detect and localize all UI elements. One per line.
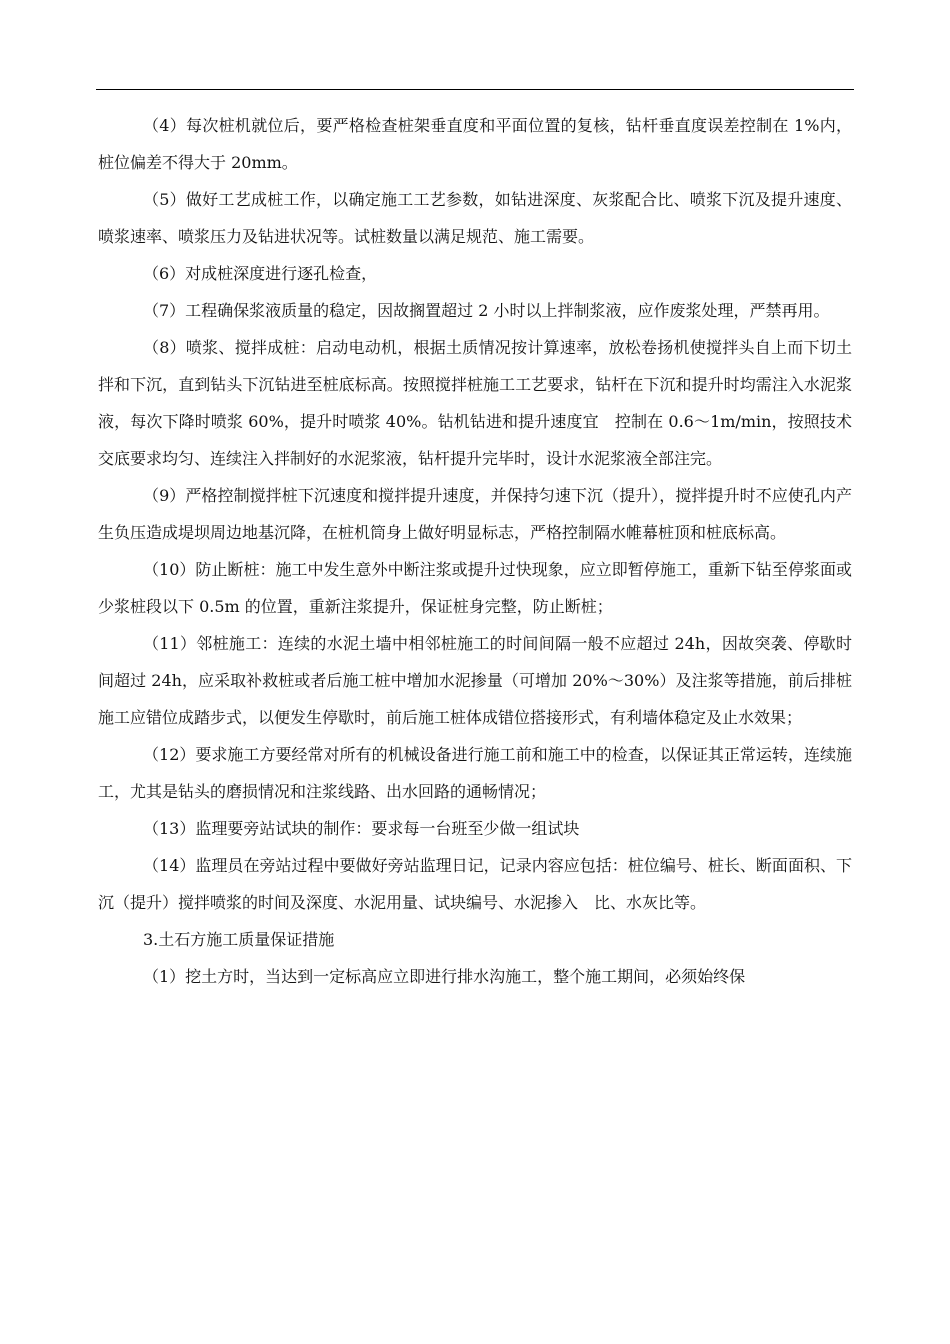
paragraph-item-6: （6）对成桩深度进行逐孔检查， (143, 264, 378, 283)
document-body (98, 107, 852, 995)
paragraph-item-10: （10）防止断桩：施工中发生意外中断注浆或提升过快现象，应立即暂停施工，重新下钻至停浆面或少浆桩段以下 0.5m 的位置，重新注浆提升，保证桩身完整，防止断桩； (98, 560, 852, 616)
paragraph-item-1: （1）挖土方时，当达到一定标高应立即进行排水沟施工，整个施工期间，必须始终保 (143, 967, 746, 986)
paragraph-item-5: （5）做好工艺成桩工作，以确定施工工艺参数，如钻进深度、灰浆配合比、喷浆下沉及提升速度、喷浆速率、喷浆压力及钻进状况等。试桩数量以满足规范、施工需要。 (98, 190, 852, 246)
paragraph-item-13: （13）监理要旁站试块的制作：要求每一台班至少做一组试块 (143, 819, 580, 838)
section-heading: 3.土石方施工质量保证措施 (143, 930, 335, 949)
paragraph-item-11: （11）邻桩施工：连续的水泥土墙中相邻桩施工的时间间隔一般不应超过 24h，因故突袭、停歇时间超过 24h，应采取补救桩或者后施工桩中增加水泥掺量（可增加 20%～30%）及注浆等措施，前后排桩施工应错位成踏步式，以便发生停歇时，前后施工桩体成错位搭接形式，有利墙体稳定及止水效果； (98, 634, 852, 727)
paragraph-item-8: （8）喷浆、搅拌成桩：启动电动机，根据土质情况按计算速率，放松卷扬机使搅拌头自上而下切土拌和下沉，直到钻头下沉钻进至桩底标高。按照搅拌桩施工工艺要求，钻杆在下沉和提升时均需注入水泥浆液，每次下降时喷浆 60%，提升时喷浆 40%。钻机钻进和提升速度宜 控制在 0.6～1m/min，按照技术交底要求均匀、连续注入拌制好的水泥浆液，钻杆提升完毕时，设计水泥浆液全部注完。 (98, 338, 852, 468)
paragraph-item-9: （9）严格控制搅拌桩下沉速度和搅拌提升速度，并保持匀速下沉（提升），搅拌提升时不应使孔内产生负压造成堤坝周边地基沉降，在桩机筒身上做好明显标志，严格控制隔水帷幕桩顶和桩底标高。 (98, 486, 852, 542)
paragraph-item-12: （12）要求施工方要经常对所有的机械设备进行施工前和施工中的检查，以保证其正常运转，连续施工，尤其是钻头的磨损情况和注浆线路、出水回路的通畅情况； (98, 745, 852, 801)
header-rule (96, 89, 854, 90)
paragraph-item-4: （4）每次桩机就位后，要严格检查桩架垂直度和平面位置的复核，钻杆垂直度误差控制在 1%内，桩位偏差不得大于 20mm。 (98, 116, 852, 172)
paragraph-item-14: （14）监理员在旁站过程中要做好旁站监理日记，记录内容应包括：桩位编号、桩长、断面面积、下沉（提升）搅拌喷浆的时间及深度、水泥用量、试块编号、水泥掺入 比、水灰比等。 (98, 856, 852, 912)
paragraph-item-7: （7）工程确保浆液质量的稳定，因故搁置超过 2 小时以上拌制浆液，应作废浆处理，严禁再用。 (143, 301, 830, 320)
